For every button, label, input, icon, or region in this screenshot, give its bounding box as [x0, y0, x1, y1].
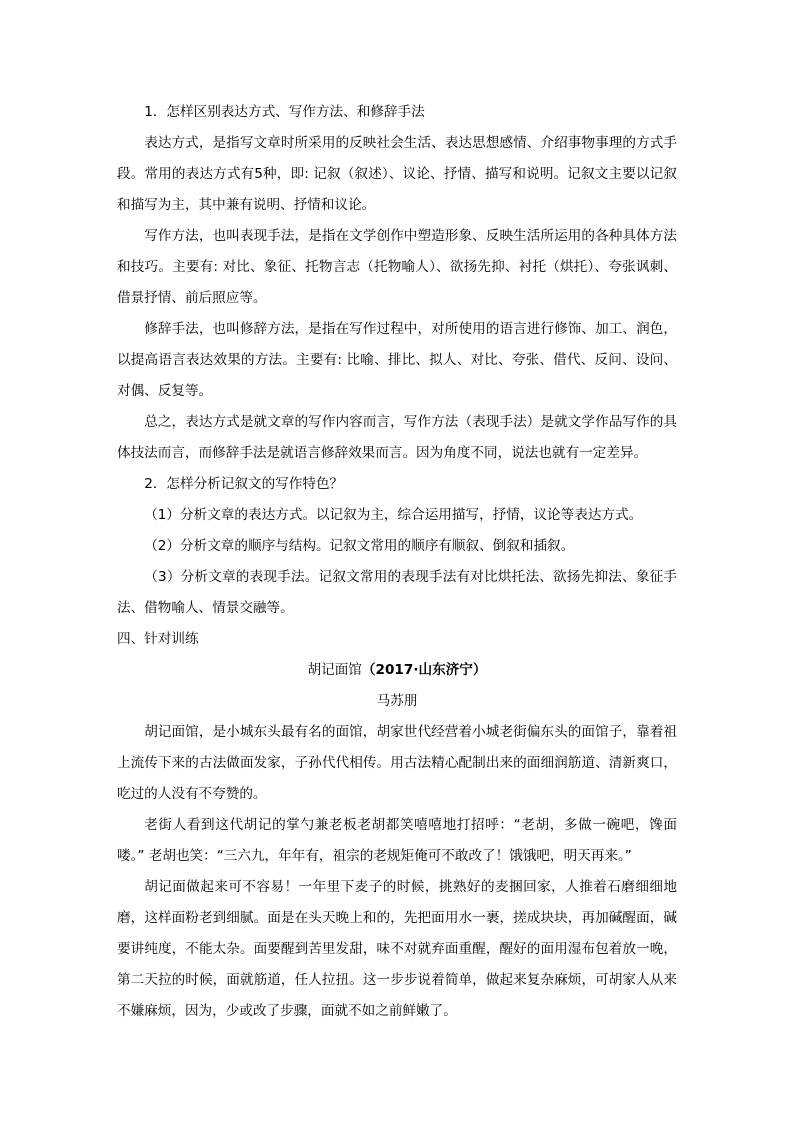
section2-heading: 2．怎样分析记叙文的写作特色？ — [144, 476, 344, 492]
paragraph-expression-methods: 表达方式，是指写文章时所采用的反映社会生活、表达思想感情、介绍事物事理的方式手段。常用的表达方式有5种，即: 记叙（叙述）、议论、抒情、描写和说明。记叙文主要以记叙和描写为主，其中兼有说明、抒情和议论。 — [117, 135, 677, 213]
article-paragraph-1: 胡记面馆，是小城东头最有名的面馆，胡家世代经营着小城老街偏东头的面馆子，靠着祖上流传下来的古法做面发家，子孙代代相传。用古法精心配制出来的面细润筋道、清新爽口，吃过的人没有不夸赞的。 — [117, 724, 677, 802]
section4-heading: 四、针对训练 — [117, 631, 199, 647]
article-title-text: 胡记面馆 — [307, 662, 362, 678]
section1-heading: 1．怎样区别表达方式、写作方法、和修辞手法 — [144, 104, 425, 120]
list-item: （2）分析文章的顺序与结构。记叙文常用的顺序有顺叙、倒叙和插叙。 — [144, 538, 575, 554]
article-source: （2017·山东济宁） — [361, 662, 487, 678]
paragraph-summary: 总之，表达方式是就文章的写作内容而言，写作方法（表现手法）是就文学作品写作的具体技法而言，而修辞手法是就语言修辞效果而言。因为角度不同，说法也就有一定差异。 — [117, 414, 677, 461]
paragraph-writing-methods: 写作方法，也叫表现手法，是指在文学创作中塑造形象、反映生活所运用的各种具体方法和技巧。主要有: 对比、象征、托物言志（托物喻人）、欲扬先抑、衬托（烘托）、夸张讽刺、借景抒情、前后照应等。 — [117, 228, 677, 306]
article-paragraph-3: 胡记面做起来可不容易！一年里下麦子的时候，挑熟好的麦捆回家，人推着石磨细细地磨，这样面粉老到细腻。面是在头天晚上和的，先把面用水一裹，搓成块块，再加碱醒面，碱要讲纯度，不能太杂。面要醒到苦里发甜，味不对就弃面重醒，醒好的面用湿布包着放一晚，第二天拉的时候，面就筋道，任人拉扭。这一步步说着简单，做起来复杂麻烦，可胡家人从来不嫌麻烦，因为，少或改了步骤，面就不如之前鲜嫩了。 — [117, 879, 677, 1019]
list-item: （1）分析文章的表达方式。以记叙为主，综合运用描写，抒情，议论等表达方式。 — [144, 507, 643, 523]
list-item: （3）分析文章的表现手法。记叙文常用的表现手法有对比烘托法、欲扬先抑法、象征手法、借物喻人、情景交融等。 — [117, 569, 677, 616]
article-paragraph-2: 老街人看到这代胡记的掌勺兼老板老胡都笑嘻嘻地打招呼：“老胡，多做一碗吧，馋面喽。” 老胡也笑：“三六九，年年有，祖宗的老规矩俺可不敢改了！饿饿吧，明天再来。” — [117, 817, 677, 864]
article-title — [117, 655, 677, 686]
paragraph-rhetoric-methods: 修辞手法，也叫修辞方法，是指在写作过程中，对所使用的语言进行修饰、加工、润色，以提高语言表达效果的方法。主要有: 比喻、排比、拟人、对比、夸张、借代、反问、设问、对偶、反复等。 — [117, 321, 677, 399]
article-author: 马苏朋 — [376, 693, 418, 709]
